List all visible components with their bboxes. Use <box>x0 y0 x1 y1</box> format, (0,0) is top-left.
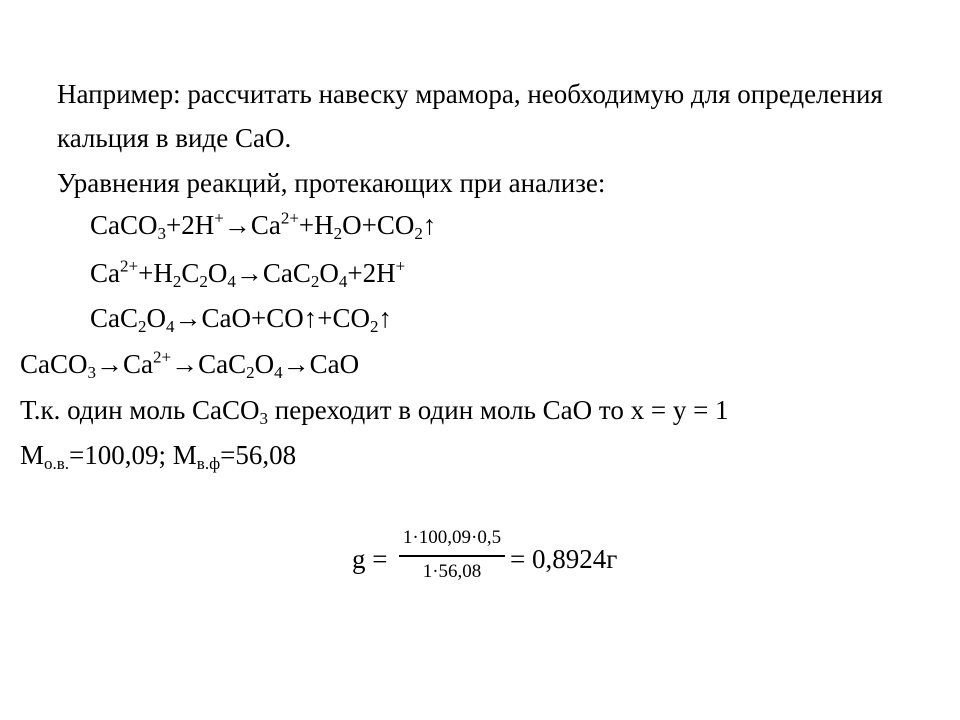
reaction-chain: $CaCO_3\to Ca^{2+}\to CaC_2O_4\to CaO$ <box>20 347 360 382</box>
intro-line-1: Например: рассчитать навеску мрамора, необходимую для определения <box>57 79 883 109</box>
formula-fraction <box>397 524 507 584</box>
equation-1: $CaCO_3+2H^+\to Ca^{2+}+H_2O+CO_2↑$ <box>90 208 437 243</box>
formula-lhs: g = <box>352 544 388 574</box>
mole-statement: Т.к. один моль CaCO$_3$ переходит в один моль CaO то x = y = 1 <box>20 395 729 428</box>
formula-numerator: 1·100,09·0,5 <box>402 527 502 548</box>
equation-3: $CaC_2O_4\to CaO+CO↑+CO_2↑$ <box>90 303 392 336</box>
formula-result: = 0,8924г <box>510 544 618 574</box>
molar-masses: $M_{о.в.}=100,09$; $M_{в.ф}=56,08$ <box>20 440 297 473</box>
equation-2: $Ca^{2+}+H_2C_2O_4\to CaC_2O_4+2H^+$ <box>90 256 406 291</box>
fraction-bar <box>399 555 505 557</box>
formula-denominator: 1·56,08 <box>422 561 482 582</box>
intro-line-3: Уравнения реакций, протекающих при анализе: <box>57 168 606 198</box>
intro-line-2: кальция в виде СаО. <box>57 123 292 153</box>
